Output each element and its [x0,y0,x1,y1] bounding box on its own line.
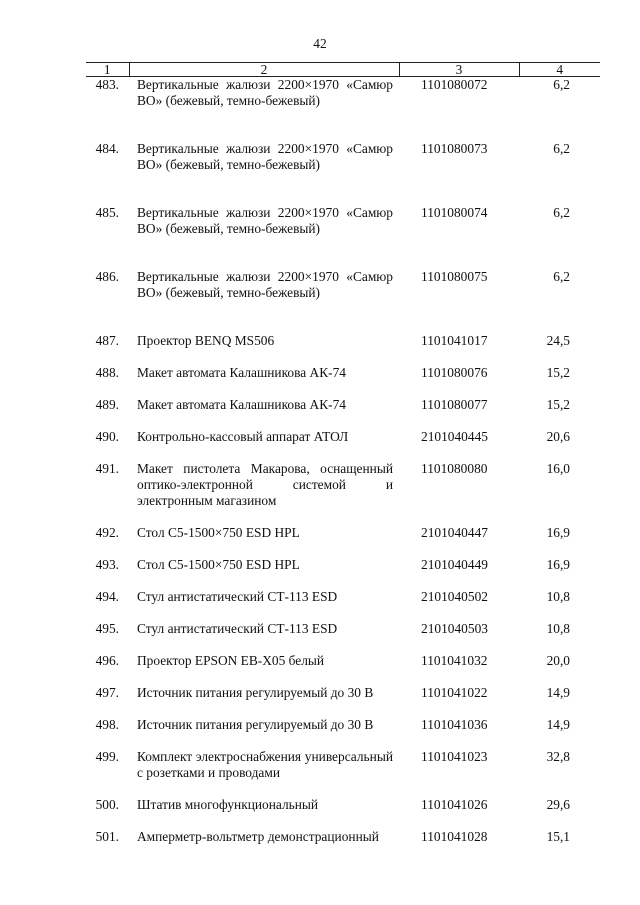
table-row [86,461,600,525]
item-name: Вертикальные жалюзи 2200×1970 «Самюр ВО» (бежевый, темно-бежевый) [137,141,393,172]
item-name: Макет автомата Калашникова АК-74 [137,365,346,380]
table-row [86,829,600,877]
item-name: Штатив многофункциональный [137,797,319,812]
table-row [86,685,600,717]
inventory-code: 1101041017 [421,333,488,348]
column-header-3: 3 [399,63,519,77]
row-number: 484. [95,141,119,156]
item-value: 6,2 [553,269,570,284]
inventory-code: 1101080076 [421,365,488,380]
item-value: 10,8 [546,621,570,636]
table-row [86,141,600,205]
item-value: 6,2 [553,77,570,92]
row-number: 495. [95,621,119,636]
row-number: 493. [95,557,119,572]
table-row [86,365,600,397]
item-name: Контрольно-кассовый аппарат АТОЛ [137,429,349,444]
inventory-code: 1101041023 [421,749,488,764]
row-number: 496. [95,653,119,668]
inventory-code: 1101041028 [421,829,488,844]
inventory-code: 2101040503 [421,621,488,636]
inventory-code: 1101041022 [421,685,488,700]
inventory-code: 1101080080 [421,461,488,476]
table-row [86,717,600,749]
item-value: 29,6 [546,797,570,812]
table-row [86,589,600,621]
inventory-code: 1101080073 [421,141,488,156]
item-name: Вертикальные жалюзи 2200×1970 «Самюр ВО» (бежевый, темно-бежевый) [137,77,393,108]
column-header-2: 2 [129,63,399,77]
item-value: 14,9 [546,685,570,700]
inventory-code: 2101040502 [421,589,488,604]
item-value: 32,8 [546,749,570,764]
inventory-code: 1101041032 [421,653,488,668]
row-number: 491. [95,461,119,476]
row-number: 485. [95,205,119,220]
item-name: Стул антистатический СТ-113 ESD [137,621,338,636]
row-number: 499. [95,749,119,764]
inventory-code: 1101080075 [421,269,488,284]
item-name: Комплект электроснабжения универсальный с розетками и проводами [137,749,393,780]
item-value: 20,0 [546,653,570,668]
inventory-code: 1101080077 [421,397,488,412]
inventory-code: 2101040447 [421,525,488,540]
inventory-code: 1101080072 [421,77,488,92]
row-number: 494. [95,589,119,604]
item-name: Стол С5-1500×750 ESD HPL [137,525,300,540]
inventory-code: 2101040449 [421,557,488,572]
row-number: 500. [95,797,119,812]
table-header-row [86,63,600,77]
inventory-code: 1101041026 [421,797,488,812]
item-value: 15,1 [546,829,570,844]
row-number: 489. [95,397,119,412]
inventory-code: 2101040445 [421,429,488,444]
item-value: 16,0 [546,461,570,476]
item-name: Проектор BENQ MS506 [137,333,275,348]
row-number: 492. [95,525,119,540]
item-name: Амперметр-вольтметр демонстрационный [137,829,379,844]
page-number: 42 [313,36,327,51]
table-row [86,77,600,142]
row-number: 501. [95,829,119,844]
item-name: Вертикальные жалюзи 2200×1970 «Самюр ВО» (бежевый, темно-бежевый) [137,205,393,236]
row-number: 490. [95,429,119,444]
item-name: Стол С5-1500×750 ESD HPL [137,557,300,572]
table-row [86,205,600,269]
table-row [86,749,600,797]
item-value: 20,6 [546,429,570,444]
item-value: 10,8 [546,589,570,604]
row-number: 486. [95,269,119,284]
item-value: 6,2 [553,141,570,156]
item-name: Проектор EPSON EB-X05 белый [137,653,325,668]
item-name: Макет автомата Калашникова АК-74 [137,397,346,412]
item-value: 15,2 [546,397,570,412]
row-number: 497. [95,685,119,700]
item-value: 15,2 [546,365,570,380]
item-value: 24,5 [546,333,570,348]
row-number: 487. [95,333,119,348]
item-name: Вертикальные жалюзи 2200×1970 «Самюр ВО» (бежевый, темно-бежевый) [137,269,393,300]
table-row [86,429,600,461]
item-value: 16,9 [546,525,570,540]
row-number: 483. [95,77,119,92]
table-row [86,621,600,653]
table-row [86,557,600,589]
item-value: 14,9 [546,717,570,732]
column-header-4: 4 [519,63,600,77]
column-header-1: 1 [86,63,129,77]
inventory-code: 1101080074 [421,205,488,220]
inventory-table [86,62,600,877]
item-name: Стул антистатический СТ-113 ESD [137,589,338,604]
table-row [86,797,600,829]
item-name: Источник питания регулируемый до 30 В [137,685,374,700]
table-row [86,653,600,685]
row-number: 488. [95,365,119,380]
item-value: 6,2 [553,205,570,220]
table-row [86,269,600,333]
table-row [86,397,600,429]
inventory-code: 1101041036 [421,717,488,732]
item-value: 16,9 [546,557,570,572]
table-row [86,525,600,557]
item-name: Макет пистолета Макарова, оснащенный оптико-электронной системой и электронным магазином [137,461,393,508]
item-name: Источник питания регулируемый до 30 В [137,717,374,732]
row-number: 498. [95,717,119,732]
table-row [86,333,600,365]
